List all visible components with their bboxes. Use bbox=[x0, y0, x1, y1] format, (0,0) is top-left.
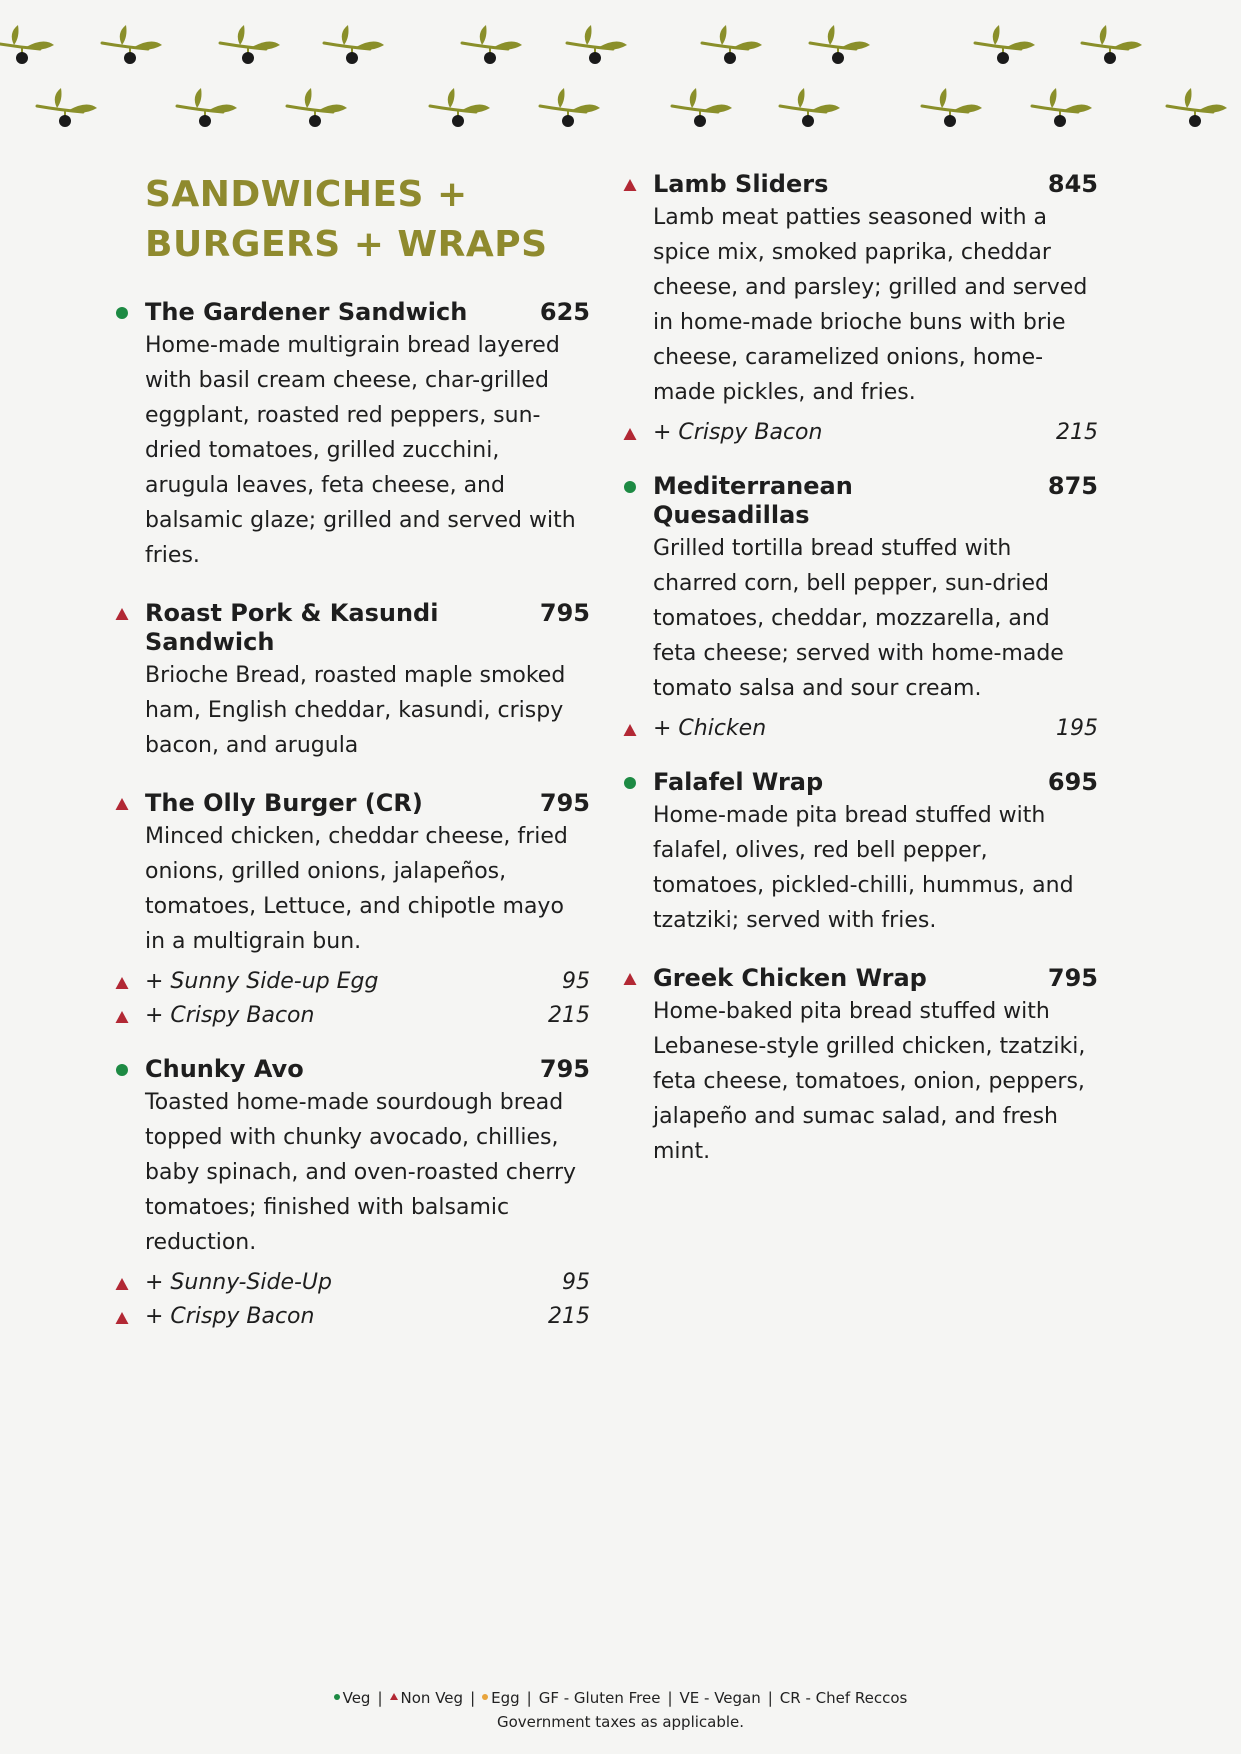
menu-item-description: Brioche Bread, roasted maple smoked ham, English cheddar, kasundi, crispy bacon, and arugula bbox=[145, 663, 566, 758]
menu-item bbox=[623, 768, 1098, 938]
olive-sprig-icon bbox=[430, 88, 490, 127]
nonveg-triangle-icon bbox=[390, 1693, 398, 1700]
nonveg-triangle-icon bbox=[623, 972, 637, 986]
addon-price: 95 bbox=[562, 969, 590, 994]
olive-sprig-icon bbox=[324, 25, 384, 64]
menu-item-header bbox=[145, 298, 590, 327]
veg-dot-icon bbox=[623, 480, 637, 494]
legend-footer bbox=[0, 1686, 1241, 1734]
menu-item-name: Roast Pork & Kasundi Sandwich bbox=[145, 599, 439, 656]
olive-sprig-icon bbox=[1167, 88, 1227, 127]
addon-row bbox=[115, 1300, 590, 1334]
menu-item-price: 625 bbox=[539, 298, 590, 326]
addon-label: + Crispy Bacon bbox=[145, 1003, 315, 1028]
nonveg-triangle-icon bbox=[623, 427, 637, 441]
addon-label: + Crispy Bacon bbox=[653, 420, 823, 445]
olive-sprig-icon bbox=[922, 88, 982, 127]
olive-sprig-icon bbox=[287, 88, 347, 127]
menu-item-name: Falafel Wrap bbox=[653, 768, 824, 796]
menu-item-price: 795 bbox=[539, 789, 590, 817]
menu-item bbox=[623, 170, 1098, 410]
legend-chef-reccos: CR - Chef Reccos bbox=[779, 1689, 908, 1707]
menu-item-name: Lamb Sliders bbox=[653, 170, 829, 198]
menu-item-name: Chunky Avo bbox=[145, 1055, 304, 1083]
menu-item-addons bbox=[623, 416, 1098, 450]
menu-item-name: The Olly Burger (CR) bbox=[145, 789, 423, 817]
veg-dot-icon bbox=[623, 776, 637, 790]
olive-sprig-icon bbox=[702, 25, 762, 64]
olive-sprig-icon bbox=[220, 25, 280, 64]
addon-price: 215 bbox=[548, 1304, 590, 1329]
addon-price: 215 bbox=[1056, 420, 1098, 445]
addon-row bbox=[115, 999, 590, 1033]
olive-sprig-icon bbox=[975, 25, 1035, 64]
olive-sprig-icon bbox=[1082, 25, 1142, 64]
menu-item-description: Grilled tortilla bread stuffed with charred corn, bell pepper, sun-dried tomatoes, cheddar, mozzarella, and feta cheese; served with home-made tomato salsa and sour cream. bbox=[653, 536, 1064, 701]
menu-item-description: Home-baked pita bread stuffed with Lebanese-style grilled chicken, tzatziki, feta cheese, tomatoes, onion, peppers, jalapeño and sumac salad, and fresh mint. bbox=[653, 999, 1086, 1164]
menu-item-header bbox=[653, 170, 1098, 199]
olive-sprig-icon bbox=[37, 88, 97, 127]
taxes-note: Government taxes as applicable. bbox=[496, 1713, 745, 1731]
section-title-line-2: BURGERS + WRAPS bbox=[145, 224, 548, 265]
menu-items-left bbox=[115, 298, 590, 1334]
addon-row bbox=[115, 1266, 590, 1300]
olive-sprig-icon bbox=[540, 88, 600, 127]
menu-item-header bbox=[145, 599, 590, 657]
section-title bbox=[145, 170, 590, 270]
menu-item-description: Home-made pita bread stuffed with falafel, olives, red bell pepper, tomatoes, pickled-chilli, hummus, and tzatziki; served with fries. bbox=[653, 803, 1074, 933]
menu-item-description: Lamb meat patties seasoned with a spice mix, smoked paprika, cheddar cheese, and parsley; grilled and served in home-made brioche buns with brie cheese, caramelized onions, home-made pickles, and fries. bbox=[653, 205, 1088, 405]
addon-price: 215 bbox=[548, 1003, 590, 1028]
addon-label: + Sunny-Side-Up bbox=[145, 1270, 332, 1295]
nonveg-triangle-icon bbox=[623, 178, 637, 192]
menu-item-name: The Gardener Sandwich bbox=[145, 298, 468, 326]
nonveg-triangle-icon bbox=[115, 607, 129, 621]
olive-sprig-icon bbox=[567, 25, 627, 64]
olive-sprig-icon bbox=[1032, 88, 1092, 127]
olive-sprig-icon bbox=[810, 25, 870, 64]
legend-gluten-free: GF - Gluten Free bbox=[538, 1689, 661, 1707]
menu-item-header bbox=[653, 964, 1098, 993]
menu-items-right bbox=[623, 170, 1098, 1169]
menu-column-right bbox=[623, 170, 1098, 1195]
menu-item bbox=[115, 298, 590, 573]
menu-item bbox=[115, 789, 590, 959]
legend-nonveg: Non Veg bbox=[400, 1689, 464, 1707]
menu-item-price: 845 bbox=[1047, 170, 1098, 198]
menu-item-description: Toasted home-made sourdough bread topped with chunky avocado, chillies, baby spinach, and oven-roasted cherry tomatoes; finished with balsamic reduction. bbox=[145, 1090, 577, 1255]
olive-sprig-icon bbox=[462, 25, 522, 64]
menu-column-left bbox=[115, 170, 590, 1356]
veg-dot-icon bbox=[334, 1694, 340, 1700]
menu-item-price: 875 bbox=[1047, 472, 1098, 500]
menu-item-name: Mediterranean Quesadillas bbox=[653, 472, 853, 529]
nonveg-triangle-icon bbox=[115, 976, 129, 990]
menu-item bbox=[623, 472, 1098, 706]
veg-dot-icon bbox=[115, 306, 129, 320]
menu-item bbox=[115, 1055, 590, 1260]
menu-item-description: Minced chicken, cheddar cheese, fried onions, grilled onions, jalapeños, tomatoes, Lettuce, and chipotle mayo in a multigrain bun. bbox=[145, 824, 568, 954]
menu-item-addons bbox=[115, 1266, 590, 1334]
menu-item-price: 695 bbox=[1047, 768, 1098, 796]
veg-dot-icon bbox=[115, 1063, 129, 1077]
menu-item-header bbox=[145, 789, 590, 818]
olive-sprig-icon bbox=[102, 25, 162, 64]
olive-branch-decoration bbox=[0, 0, 1241, 150]
nonveg-triangle-icon bbox=[115, 1010, 129, 1024]
legend-veg: Veg bbox=[342, 1689, 371, 1707]
menu-item-header bbox=[653, 768, 1098, 797]
menu-item-name: Greek Chicken Wrap bbox=[653, 964, 927, 992]
menu-item-addons bbox=[115, 965, 590, 1033]
addon-label: + Crispy Bacon bbox=[145, 1304, 315, 1329]
nonveg-triangle-icon bbox=[115, 1311, 129, 1325]
legend-vegan: VE - Vegan bbox=[679, 1689, 761, 1707]
addon-label: + Sunny Side-up Egg bbox=[145, 969, 379, 994]
olive-sprig-icon bbox=[0, 25, 54, 64]
olive-sprig-icon bbox=[177, 88, 237, 127]
egg-dot-icon bbox=[482, 1694, 488, 1700]
menu-item-header bbox=[145, 1055, 590, 1084]
nonveg-triangle-icon bbox=[115, 797, 129, 811]
addon-price: 195 bbox=[1056, 716, 1098, 741]
addon-row bbox=[115, 965, 590, 999]
legend-egg: Egg bbox=[491, 1689, 520, 1707]
addon-price: 95 bbox=[562, 1270, 590, 1295]
addon-row bbox=[623, 416, 1098, 450]
olive-sprig-icon bbox=[780, 88, 840, 127]
nonveg-triangle-icon bbox=[623, 723, 637, 737]
menu-item-price: 795 bbox=[539, 599, 590, 627]
nonveg-triangle-icon bbox=[115, 1277, 129, 1291]
menu-item-addons bbox=[623, 712, 1098, 746]
menu-item bbox=[115, 599, 590, 763]
olive-sprig-icon bbox=[672, 88, 732, 127]
addon-row bbox=[623, 712, 1098, 746]
addon-label: + Chicken bbox=[653, 716, 767, 741]
menu-item-price: 795 bbox=[539, 1055, 590, 1083]
menu-item-description: Home-made multigrain bread layered with basil cream cheese, char-grilled eggplant, roasted red peppers, sun-dried tomatoes, grilled zucchini, arugula leaves, feta cheese, and balsamic glaze; grilled and served with fries. bbox=[145, 333, 576, 568]
legend-line: Veg | Non Veg | Egg | GF - Gluten Free | VE - Vegan | CR - Chef Reccos bbox=[0, 1686, 1241, 1710]
menu-item-header bbox=[653, 472, 1098, 530]
menu-item-price: 795 bbox=[1047, 964, 1098, 992]
section-title-line-1: SANDWICHES + bbox=[145, 174, 468, 215]
menu-item bbox=[623, 964, 1098, 1169]
